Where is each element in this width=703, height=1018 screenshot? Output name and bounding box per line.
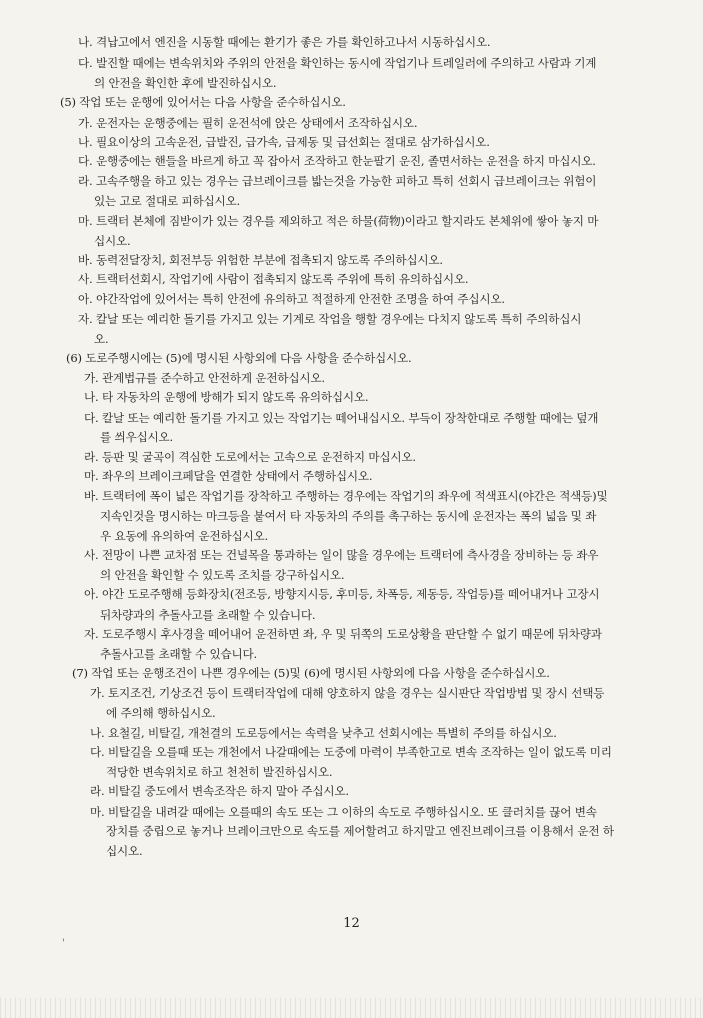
- text-line: 나. 요철길, 비탈길, 개천결의 도로등에서는 속력을 낮추고 선회시에는 특별히 주의를 하십시오.: [90, 725, 557, 740]
- text-line: 마. 트랙터 본체에 짐받이가 있는 경우를 제외하고 적은 하물(荷物)이라고 할지라도 본체위에 쌓아 놓지 마: [78, 213, 599, 228]
- text-line: 나. 필요이상의 고속운전, 급발진, 급가속, 급제동 및 급선회는 절대로 삼가하십시오.: [78, 134, 490, 149]
- text-line: 장치를 중립으로 놓거나 브레이크만으로 속도를 제어할려고 하지말고 엔진브레이크를 이용해서 운전 하: [106, 823, 614, 838]
- text-line: 추돌사고를 초래할 수 있습니다.: [100, 647, 257, 662]
- text-line: (6) 도로주행시에는 (5)에 명시된 사항외에 다음 사항을 준수하십시오.: [66, 351, 412, 366]
- text-line: 아. 야간 도로주행해 등화장치(전조등, 방향지시등, 후미등, 차폭등, 제동등, 작업등)를 떼어내거나 고장시: [84, 587, 600, 602]
- text-line: 의 안전을 확인할 수 있도록 조치를 강구하십시오.: [100, 568, 345, 583]
- text-line: 자. 칼날 또는 예리한 돌기를 가지고 있는 기계로 작업을 행할 경우에는 다치지 않도록 특히 주의하십시: [78, 311, 582, 326]
- page-number: 12: [343, 916, 360, 931]
- text-line: 를 씌우십시오.: [100, 429, 173, 444]
- text-line: 바. 동력전달장치, 회전부등 위험한 부분에 접촉되지 않도록 주의하십시오.: [78, 253, 443, 268]
- text-line: 다. 비탈길을 오를때 또는 개천에서 나갈때에는 도중에 마력이 부족한고로 변속 조작하는 일이 없도록 미리: [90, 745, 612, 760]
- text-line: 오.: [94, 331, 109, 346]
- text-line: 의 안전을 확인한 후에 발진하십시오.: [94, 76, 277, 91]
- text-line: 십시오.: [106, 844, 143, 858]
- text-line: 다. 운행중에는 핸들을 바르게 하고 꼭 잡아서 조작하고 한눈팔기 운진, 졸면서하는 운전을 하지 마십시오.: [78, 154, 596, 169]
- text-line: 나. 타 자동차의 운행에 방해가 되지 않도록 유의하십시오.: [84, 390, 369, 405]
- text-line: 가. 운전자는 운행중에는 필히 운전석에 앉은 상태에서 조작하십시오.: [78, 115, 418, 130]
- text-line: 사. 전망이 나쁜 교차점 또는 건널목을 통과하는 일이 많을 경우에는 트랙터에 측사경을 장비하는 등 좌우: [84, 548, 599, 563]
- text-line: 라. 비탈길 중도에서 변속조작은 하지 말아 주십시오.: [90, 784, 349, 799]
- text-line: 가. 관계법규를 준수하고 안전하게 운전하십시오.: [84, 371, 325, 386]
- text-line: 에 주의해 행하십시오.: [106, 705, 216, 720]
- text-line: 십시오.: [94, 233, 131, 248]
- text-line: 다. 발진할 때에는 변속위치와 주위의 안전을 확인하는 동시에 작업기나 트레일러에 주의하고 사람과 기계: [78, 56, 597, 71]
- text-line: (7) 작업 또는 운행조건이 나쁜 경우에는 (5)및 (6)에 명시된 사항외에 다음 사항을 준수하십시오.: [72, 666, 550, 681]
- scan-mark: ': [62, 938, 65, 949]
- text-line: 아. 야간작업에 있어서는 특히 안전에 유의하고 적절하게 안전한 조명을 하여 주십시오.: [78, 292, 505, 307]
- text-line: 뒤차량과의 추돌사고를 초래할 수 있습니다.: [100, 607, 316, 622]
- text-line: 사. 트랙터선회시, 작업기에 사람이 접촉되지 않도록 주위에 특히 유의하십시오.: [78, 272, 469, 287]
- text-line: 지속인것을 명시하는 마크등을 붙여서 타 자동차의 주의를 촉구하는 동시에 운전자는 폭의 넓음 및 좌: [100, 508, 597, 523]
- text-line: 적당한 변속위치로 하고 천천히 발진하십시오.: [106, 765, 333, 780]
- text-line: 있는 고로 절대로 피하십시오.: [94, 193, 240, 208]
- text-line: 자. 도로주행시 후사경을 떼어내어 운전하면 좌, 우 및 뒤쪽의 도로상황을 판단할 수 없기 때문에 뒤차량과: [84, 626, 602, 641]
- text-line: 라. 등판 및 굴곡이 격심한 도로에서는 고속으로 운전하지 마십시오.: [84, 450, 416, 465]
- text-line: 라. 고속주행을 하고 있는 경우는 급브레이크를 밟는것을 가능한 피하고 특히 선회시 급브레이크는 위험이: [78, 174, 597, 189]
- text-line: (5) 작업 또는 운행에 있어서는 다음 사항을 준수하십시오.: [60, 95, 346, 110]
- text-line: 가. 토지조건, 기상조건 등이 트랙터작업에 대해 양호하지 않을 경우는 실시판단 작업방법 및 장시 선택등: [90, 686, 605, 701]
- text-line: 우 요동에 유의하여 운전하십시오.: [100, 528, 268, 543]
- text-line: 바. 트랙터에 폭이 넓은 작업기를 장착하고 주행하는 경우에는 작업기의 좌우에 적색표시(야간은 적색등)및: [84, 489, 608, 504]
- scan-edge: [0, 998, 703, 1018]
- text-line: 마. 좌우의 브레이크페달을 연결한 상태에서 주행하십시오.: [84, 469, 373, 484]
- text-line: 나. 격납고에서 엔진을 시동할 때에는 환기가 좋은 가를 확인하고나서 시동하십시오.: [78, 35, 491, 49]
- text-line: 마. 비탈길을 내려갈 때에는 오를때의 속도 또는 그 이하의 속도로 주행하십시오. 또 클러치를 끊어 변속: [90, 804, 597, 819]
- text-line: 다. 칼날 또는 예리한 돌기를 가지고 있는 작업기는 떼어내십시오. 부득이 장착한대로 주행할 때에는 덮개: [84, 410, 599, 425]
